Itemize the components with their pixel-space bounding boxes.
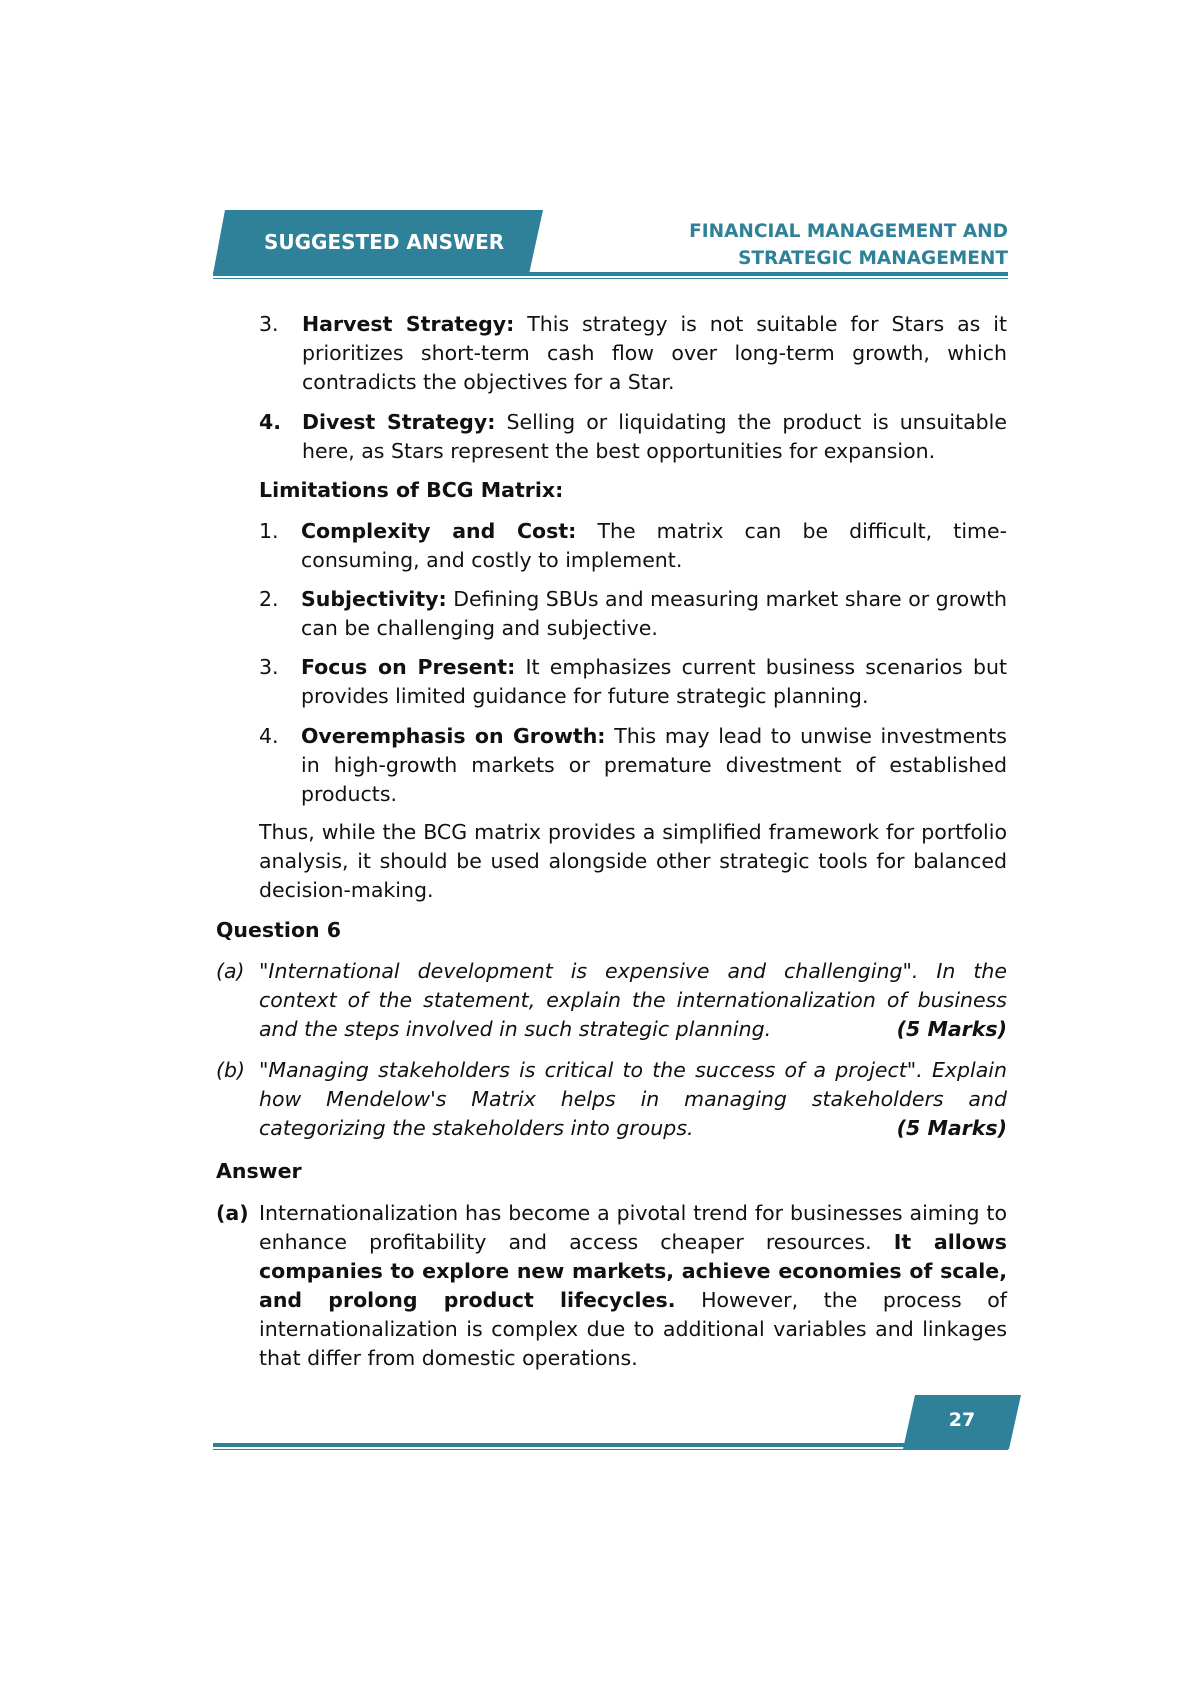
limitation-number: 4. bbox=[259, 724, 279, 748]
limitation-number: 3. bbox=[259, 655, 279, 679]
question-part-text: "International development is expensive and challenging". In the context of the statement, explain the internationalization of business and the steps involved in such strategic planning. bbox=[259, 959, 1007, 1041]
limitation-number: 2. bbox=[259, 587, 279, 611]
answer-text-before: Internationalization has become a pivotal trend for businesses aiming to enhance profitability and access cheaper resources. bbox=[259, 1201, 1007, 1254]
limitation-text: It emphasizes current business scenarios but provides limited guidance for future strategic planning. bbox=[301, 655, 1007, 708]
answer-part-label: (a) bbox=[216, 1201, 249, 1225]
header-title bbox=[689, 218, 1008, 272]
header-tab-label: SUGGESTED ANSWER bbox=[264, 230, 505, 254]
question-part-label: (b) bbox=[216, 1058, 246, 1082]
limitation-text: This may lead to unwise investments in high-growth markets or premature divestment of established products. bbox=[301, 724, 1007, 806]
footer-rule bbox=[213, 1443, 1008, 1447]
limitation-number: 1. bbox=[259, 519, 279, 543]
answer-heading: Answer bbox=[216, 1159, 302, 1183]
header-rule bbox=[213, 272, 1008, 276]
limitation-title: Focus on Present: bbox=[301, 655, 516, 679]
header-rule-thin bbox=[213, 278, 1008, 279]
header-title-line2: STRATEGIC MANAGEMENT bbox=[738, 248, 1008, 269]
limitation-item bbox=[301, 585, 1007, 643]
limitation-text: Defining SBUs and measuring market share or growth can be challenging and subjective. bbox=[301, 587, 1008, 640]
limitation-item bbox=[301, 517, 1007, 575]
strategy-text: Selling or liquidating the product is unsuitable here, as Stars represent the best opportunities for expansion. bbox=[302, 410, 1007, 463]
strategy-text: This strategy is not suitable for Stars as it prioritizes short-term cash flow over long-term growth, which contradicts the objectives for a Star. bbox=[302, 312, 1007, 394]
page-number: 27 bbox=[948, 1409, 976, 1431]
limitation-item bbox=[301, 653, 1007, 711]
question-part bbox=[259, 1056, 1007, 1143]
answer-text-after: However, the process of internationalization is complex due to additional variables and linkages that differ from domestic operations. bbox=[259, 1288, 1007, 1370]
answer-text bbox=[259, 1199, 1007, 1373]
strategy-title: Harvest Strategy: bbox=[302, 312, 515, 336]
header-title-line1: FINANCIAL MANAGEMENT AND bbox=[689, 221, 1008, 242]
limitation-item bbox=[301, 722, 1007, 809]
question-part-text: "Managing stakeholders is critical to the success of a project". Explain how Mendelow's Matrix helps in managing stakeholders and categorizing the stakeholders into groups. bbox=[259, 1058, 1007, 1140]
strategy-number: 3. bbox=[259, 312, 279, 336]
strategy-number: 4. bbox=[259, 410, 282, 434]
question-part-label: (a) bbox=[216, 959, 245, 983]
footer-rule-thin bbox=[213, 1449, 1008, 1450]
question-part bbox=[259, 957, 1007, 1044]
question-part-marks: (5 Marks) bbox=[896, 1017, 1007, 1041]
limitations-heading: Limitations of BCG Matrix: bbox=[259, 478, 564, 502]
limitation-title: Overemphasis on Growth: bbox=[301, 724, 606, 748]
strategy-item bbox=[302, 408, 1007, 466]
answer-text-bold: It allows companies to explore new markets, achieve economies of scale, and prolong product lifecycles. bbox=[259, 1230, 1007, 1312]
limitation-text: The matrix can be difficult, time-consuming, and costly to implement. bbox=[301, 519, 1007, 572]
limitation-title: Subjectivity: bbox=[301, 587, 447, 611]
strategy-title: Divest Strategy: bbox=[302, 410, 496, 434]
strategy-item bbox=[302, 310, 1007, 397]
question-heading: Question 6 bbox=[216, 918, 342, 942]
limitations-conclusion: Thus, while the BCG matrix provides a simplified framework for portfolio analysis, it should be used alongside other strategic tools for balanced decision-making. bbox=[259, 820, 1007, 902]
question-part-marks: (5 Marks) bbox=[896, 1116, 1007, 1140]
limitation-title: Complexity and Cost: bbox=[301, 519, 577, 543]
